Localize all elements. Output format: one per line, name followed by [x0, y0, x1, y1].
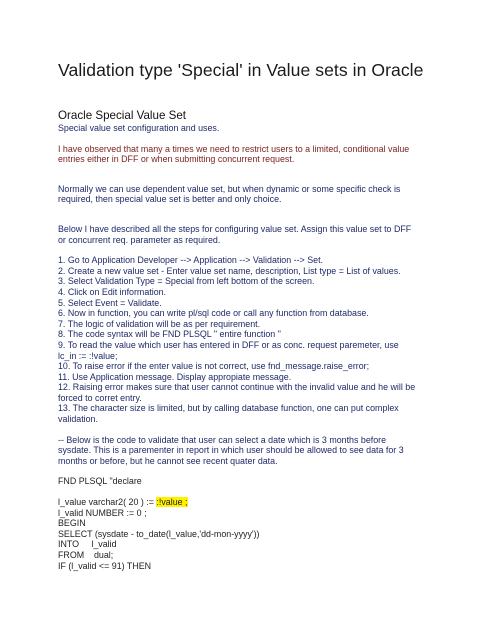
page-title: Validation type 'Special' in Value sets in Oracle [58, 60, 424, 80]
code-block [58, 497, 440, 571]
list-item: 5. Select Event = Validate. [58, 297, 162, 308]
document-body [58, 109, 440, 571]
list-item: validation. [58, 414, 98, 425]
paragraph-dependent [58, 184, 440, 205]
code-line: INTO l_valid [58, 539, 117, 550]
list-item: 9. To read the value which user has entered in DFF or as conc. request paremeter, use [58, 339, 399, 350]
code-text: l_value varchar2( 20 ) := [58, 497, 157, 508]
paragraph-line: Below I have described all the steps for configuring value set. Assign this value set to DFF [58, 223, 412, 234]
list-item: 11. Use Application message. Display appropiate message. [58, 371, 292, 382]
list-item: forced to corret entry. [58, 392, 142, 403]
paragraph-line: Normally we can use dependent value set, but when dynamic or some specific check is [58, 183, 401, 194]
paragraph-line: months or before, but he cannot see recent quater data. [58, 455, 278, 466]
paragraph-intro [58, 144, 440, 165]
code-line: l_valid NUMBER := 0 ; [58, 507, 147, 518]
list-item: 12. Raising error makes sure that user cannot continue with the invalid value and he will be [58, 382, 416, 393]
list-item: 1. Go to Application Developer --> Application --> Validation --> Set. [58, 255, 323, 266]
paragraph-line: entries either in DFF or when submitting concurrent request. [58, 154, 295, 165]
list-item: lc_in := :!value; [58, 350, 118, 361]
list-item: 3. Select Validation Type = Special from left bottom of the screen. [58, 276, 315, 287]
paragraph-code-intro [58, 435, 440, 467]
paragraph-line: or concurrent req. parameter as required. [58, 234, 221, 245]
list-item: 13. The character size is limited, but by calling database function, one can put complex [58, 403, 399, 414]
list-item: 8. The code syntax will be FND PLSQL " entire function " [58, 329, 281, 340]
paragraph-line: I have observed that many a times we need to restrict users to a limited, conditional value [58, 143, 410, 154]
steps-list [58, 255, 440, 425]
list-item: 10. To raise error if the enter value is not correct, use fnd_message.raise_error; [58, 361, 370, 372]
list-item: 2. Create a new value set - Enter value set name, description, List type = List of values. [58, 265, 401, 276]
list-item: 4. Click on Edit information. [58, 286, 167, 297]
code-line: SELECT (sysdate - to_date(l_value,'dd-mon-yyyy')) [58, 528, 260, 539]
section-subtitle: Special value set configuration and uses. [58, 123, 220, 133]
code-intro: FND PLSQL "declare [58, 476, 142, 487]
list-item: 6. Now in function, you can write pl/sql code or call any function from database. [58, 308, 369, 319]
code-line: BEGIN [58, 518, 86, 529]
paragraph-line: required, then special value set is better and only choice. [58, 194, 282, 205]
paragraph-line: sysdate. This is a parementer in report in which user should be allowed to see data for 3 [58, 445, 404, 456]
paragraph-line: -- Below is the code to validate that user can select a date which is 3 months before [58, 434, 387, 445]
section-heading: Oracle Special Value Set [58, 109, 187, 122]
list-item: 7. The logic of validation will be as per requirement. [58, 318, 261, 329]
highlighted-code: :!value ; [156, 497, 188, 508]
paragraph-steps-intro [58, 224, 440, 245]
code-line [58, 497, 440, 508]
code-line: IF (l_valid <= 91) THEN [58, 560, 152, 571]
code-line: FROM dual; [58, 550, 114, 560]
